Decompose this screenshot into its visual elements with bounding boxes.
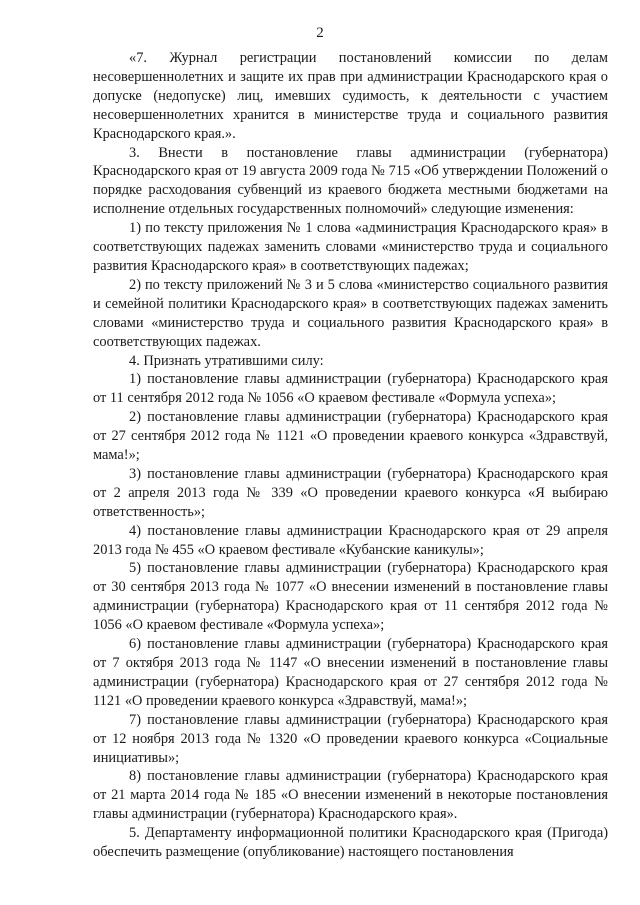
paragraph-section-4-item-2: 2) постановление главы администрации (губернатора) Краснодарского края от 27 сентября 2012 года № 1121 «О проведении краевого конкурса «Здравствуй, мама!»;: [93, 409, 608, 464]
paragraph-section-3: 3. Внести в постановление главы администрации (губернатора) Краснодарского края от 19 августа 2009 года № 715 «Об утверждении Положений о порядке расходования субвенций из краевого бюджета местными бюджетами на исполнение отдельных государственных полномочий» следующие изменения:: [93, 144, 608, 218]
paragraph-section-4-item-3: 3) постановление главы администрации (губернатора) Краснодарского края от 2 апреля 2013 года № 339 «О проведении краевого конкурса «Я выбираю ответственность»;: [93, 465, 608, 520]
paragraph-section-4-item-7: 7) постановление главы администрации (губернатора) Краснодарского края от 12 ноября 2013 года № 1320 «О проведении краевого конкурса «Социальные инициативы»;: [93, 711, 608, 766]
paragraph-section-3-item-1: 1) по тексту приложения № 1 слова «администрация Краснодарского края» в соответствующих падежах заменить словами «министерство труда и социального развития Краснодарского края» в соответствующих падежах;: [93, 220, 608, 274]
paragraph-section-3-item-2: 2) по тексту приложений № 3 и 5 слова «министерство социального развития и семейной политики Краснодарского края» в соответствующих падежах заменить словами «министерство труда и социального развития Краснодарского края» в соответствующих падежах.: [93, 276, 608, 350]
page-number: 2: [316, 25, 324, 41]
paragraph-item-7-journal: «7. Журнал регистрации постановлений комиссии по делам несовершеннолетних и защите их прав при администрации Краснодарского края о допуске (недопуске) лиц, имевших судимость, к деятельности с участием несовершеннолетних хранится в министерстве труда и социального развития Краснодарского края.».: [93, 50, 608, 142]
paragraph-section-4-item-4: 4) постановление главы администрации Краснодарского края от 29 апреля 2013 года № 455 «О краевом фестивале «Кубанские каникулы»;: [93, 522, 608, 558]
document-body: [93, 49, 608, 862]
paragraph-section-4-item-6: 6) постановление главы администрации (губернатора) Краснодарского края от 7 октября 2013 года № 1147 «О внесении изменений в постановление главы администрации (губернатора) Краснодарского края от 27 сентября 2012 года № 1121 «О проведении краевого конкурса «Здравствуй, мама!»;: [93, 636, 608, 709]
paragraph-section-4-item-5: 5) постановление главы администрации (губернатора) Краснодарского края от 30 сентября 2013 года № 1077 «О внесении изменений в постановление главы администрации (губернатора) Краснодарского края от 11 сентября 2012 года № 1056 «О краевом фестивале «Формула успеха»;: [93, 560, 608, 634]
paragraph-section-4-item-8: 8) постановление главы администрации (губернатора) Краснодарского края от 21 марта 2014 года № 185 «О внесении изменений в некоторые постановления главы администрации (губернатора) Краснодарского края».: [93, 768, 608, 823]
paragraph-section-5: 5. Департаменту информационной политики Краснодарского края (Пригода) обеспечить размещение (опубликование) настоящего постановления: [93, 825, 608, 861]
paragraph-section-4-item-1: 1) постановление главы администрации (губернатора) Краснодарского края от 11 сентября 2012 года № 1056 «О краевом фестивале «Формула успеха»;: [93, 371, 608, 407]
paragraph-section-4: 4. Признать утратившими силу:: [129, 352, 324, 369]
